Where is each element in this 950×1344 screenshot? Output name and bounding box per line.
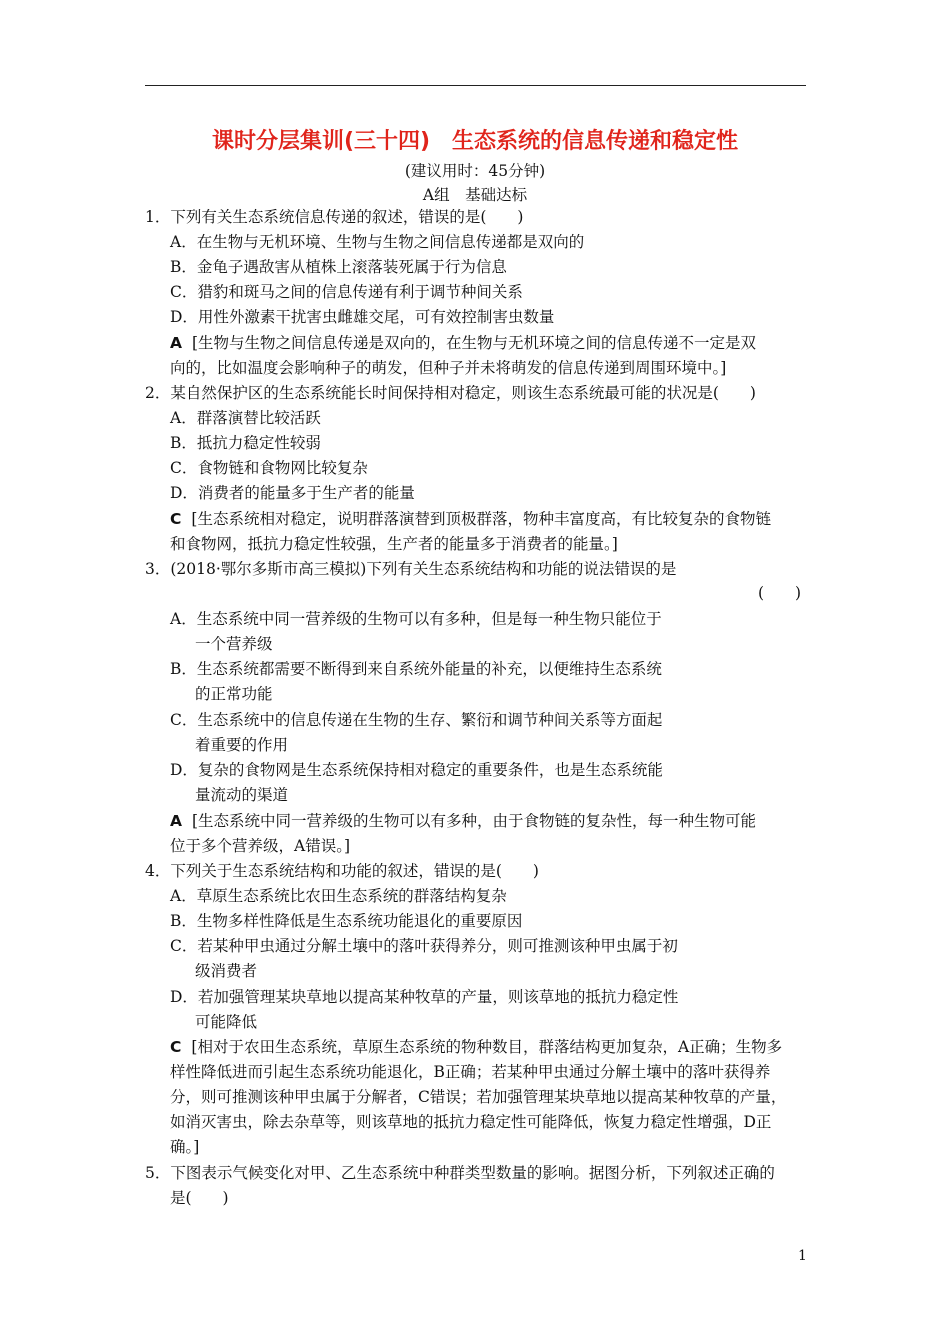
q4-option-c-line1: C．若某种甲虫通过分解土壤中的落叶获得养分，则可推测该种甲虫属于初 bbox=[170, 937, 678, 955]
q4-explanation-line3: 分，则可推测该种甲虫属于分解者，C错误；若加强管理某块草地以提高某种牧草的产量， bbox=[170, 1088, 787, 1106]
q3-option-d-line1: D．复杂的食物网是生态系统保持相对稳定的重要条件，也是生态系统能 bbox=[170, 761, 663, 779]
q4-option-d-line2: 可能降低 bbox=[195, 1013, 258, 1031]
time-note: (建议用时：45分钟) bbox=[404, 162, 546, 180]
q1-option-a: A．在生物与无机环境、生物与生物之间信息传递都是双向的 bbox=[170, 233, 585, 251]
q2-explanation-line1 bbox=[170, 509, 771, 529]
q2-option-d: D．消费者的能量多于生产者的能量 bbox=[170, 484, 415, 502]
group-heading: A组 基础达标 bbox=[422, 186, 528, 204]
q5-stem-line2: 是( ) bbox=[170, 1189, 229, 1207]
q4-explanation-line5: 确。] bbox=[170, 1138, 200, 1156]
q2-answer: C bbox=[170, 510, 182, 528]
q3-explanation-line2: 位于多个营养级，A错误。] bbox=[170, 837, 350, 855]
q1-option-b: B．金龟子遇敌害从植株上滚落装死属于行为信息 bbox=[170, 258, 507, 276]
q4-option-c-line2: 级消费者 bbox=[195, 962, 258, 980]
q1-answer: A bbox=[170, 334, 182, 352]
page-title: 课时分层集训(三十四) 生态系统的信息传递和稳定性 bbox=[211, 129, 739, 154]
q3-option-c-line2: 着重要的作用 bbox=[195, 736, 289, 754]
q3-option-a-line1: A．生态系统中同一营养级的生物可以有多种，但是每一种生物只能位于 bbox=[170, 610, 662, 628]
q2-option-c: C．食物链和食物网比较复杂 bbox=[170, 459, 368, 477]
q1-option-d: D．用性外激素干扰害虫雌雄交尾，可有效控制害虫数量 bbox=[170, 308, 555, 326]
q3-option-b-line2: 的正常功能 bbox=[195, 685, 273, 703]
q3-answer: A bbox=[170, 812, 182, 830]
q3-stem: 3．(2018·鄂尔多斯市高三模拟)下列有关生态系统结构和功能的说法错误的是 bbox=[145, 560, 677, 578]
header-rule bbox=[145, 85, 806, 86]
q3-answer-paren: ( ) bbox=[758, 584, 802, 602]
q3-option-d-line2: 量流动的渠道 bbox=[195, 786, 289, 804]
q2-option-b: B．抵抗力稳定性较弱 bbox=[170, 434, 321, 452]
q1-stem: 1．下列有关生态系统信息传递的叙述，错误的是( ) bbox=[145, 208, 524, 226]
q4-option-b: B．生物多样性降低是生态系统功能退化的重要原因 bbox=[170, 912, 523, 930]
q1-explanation-line2: 向的，比如温度会影响种子的萌发，但种子并未将萌发的信息传递到周围环境中。] bbox=[170, 359, 727, 377]
q4-explanation-line4: 如消灭害虫，除去杂草等，则该草地的抵抗力稳定性可能降低，恢复力稳定性增强，D正 bbox=[170, 1113, 772, 1131]
q3-option-c-line1: C．生态系统中的信息传递在生物的生存、繁衍和调节种间关系等方面起 bbox=[170, 711, 663, 729]
q1-explanation-line1 bbox=[170, 333, 756, 353]
q4-stem: 4．下列关于生态系统结构和功能的叙述，错误的是( ) bbox=[145, 862, 539, 880]
q4-answer: C bbox=[170, 1038, 182, 1056]
q1-explanation-text: [生物与生物之间信息传递是双向的，在生物与无机环境之间的信息传递不一定是双 bbox=[192, 334, 757, 352]
q3-explanation-line1 bbox=[170, 811, 756, 831]
q2-explanation-text: [生态系统相对稳定，说明群落演替到顶极群落，物种丰富度高，有比较复杂的食物链 bbox=[191, 510, 771, 528]
q4-option-a: A．草原生态系统比农田生态系统的群落结构复杂 bbox=[170, 887, 507, 905]
q3-explanation-text: [生态系统中同一营养级的生物可以有多种，由于食物链的复杂性，每一种生物可能 bbox=[192, 812, 757, 830]
q4-explanation-line1 bbox=[170, 1037, 782, 1057]
q4-explanation-line2: 样性降低进而引起生态系统功能退化，B正确；若某种甲虫通过分解土壤中的落叶获得养 bbox=[170, 1063, 771, 1081]
q4-option-d-line1: D．若加强管理某块草地以提高某种牧草的产量，则该草地的抵抗力稳定性 bbox=[170, 988, 679, 1006]
q2-stem: 2．某自然保护区的生态系统能长时间保持相对稳定，则该生态系统最可能的状况是( ) bbox=[145, 384, 756, 402]
q3-option-a-line2: 一个营养级 bbox=[195, 635, 273, 653]
q5-stem-line1: 5．下图表示气候变化对甲、乙生态系统中种群类型数量的影响。据图分析，下列叙述正确的 bbox=[145, 1164, 775, 1182]
q3-option-b-line1: B．生态系统都需要不断得到来自系统外能量的补充，以便维持生态系统 bbox=[170, 660, 662, 678]
q4-explanation-text: [相对于农田生态系统，草原生态系统的物种数目，群落结构更加复杂，A正确；生物多 bbox=[191, 1038, 783, 1056]
q1-option-c: C．猎豹和斑马之间的信息传递有利于调节种间关系 bbox=[170, 283, 523, 301]
q2-explanation-line2: 和食物网，抵抗力稳定性较强，生产者的能量多于消费者的能量。] bbox=[170, 535, 618, 553]
page-number: 1 bbox=[798, 1248, 807, 1264]
q2-option-a: A．群落演替比较活跃 bbox=[170, 409, 321, 427]
